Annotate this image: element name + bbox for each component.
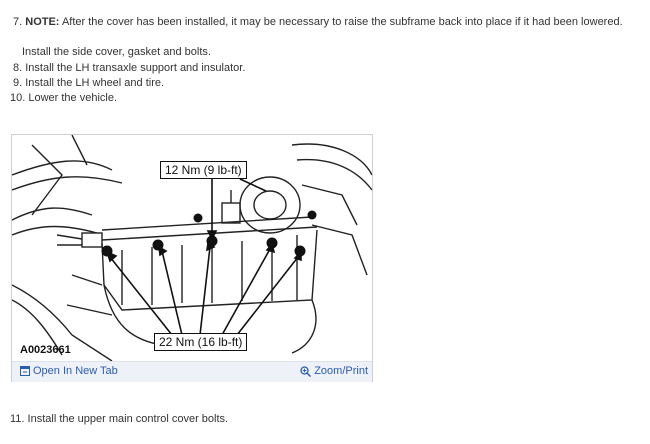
- step-number: 11.: [10, 413, 25, 425]
- figure-id: A0023661: [20, 344, 71, 356]
- figure-container: [11, 134, 373, 382]
- note-label: NOTE:: [25, 16, 60, 28]
- magnifier-icon: [300, 366, 311, 377]
- step-text: Lower the vehicle.: [28, 92, 118, 104]
- torque-label-top: 12 Nm (9 lb-ft): [160, 161, 247, 179]
- step-7: [13, 16, 623, 29]
- transaxle-illustration[interactable]: [12, 135, 372, 361]
- torque-label-bottom: 22 Nm (16 lb-ft): [154, 333, 247, 351]
- step-11: [10, 413, 228, 426]
- open-new-tab-label: Open In New Tab: [33, 365, 118, 377]
- step-text: Install the LH transaxle support and insulator.: [25, 62, 246, 74]
- step-text: Install the side cover, gasket and bolts.: [22, 46, 211, 58]
- open-new-tab-link[interactable]: [20, 365, 118, 377]
- step-number: 10.: [10, 92, 26, 104]
- step-substep: [22, 46, 211, 59]
- step-text: Install the upper main control cover bolts.: [27, 413, 229, 425]
- figure-footer: [12, 361, 372, 382]
- step-8: [13, 62, 245, 75]
- step-text: Install the LH wheel and tire.: [25, 77, 165, 89]
- open-tab-icon: [20, 366, 30, 376]
- step-number: 7.: [13, 16, 23, 28]
- zoom-print-link[interactable]: [300, 365, 368, 377]
- step-9: [13, 77, 164, 90]
- zoom-print-label: Zoom/Print: [314, 365, 368, 377]
- step-number: 8.: [13, 62, 23, 74]
- step-text: After the cover has been installed, it may be necessary to raise the subframe back into place if it had been lowered.: [61, 16, 623, 28]
- step-number: 9.: [13, 77, 23, 89]
- step-10: [10, 92, 117, 105]
